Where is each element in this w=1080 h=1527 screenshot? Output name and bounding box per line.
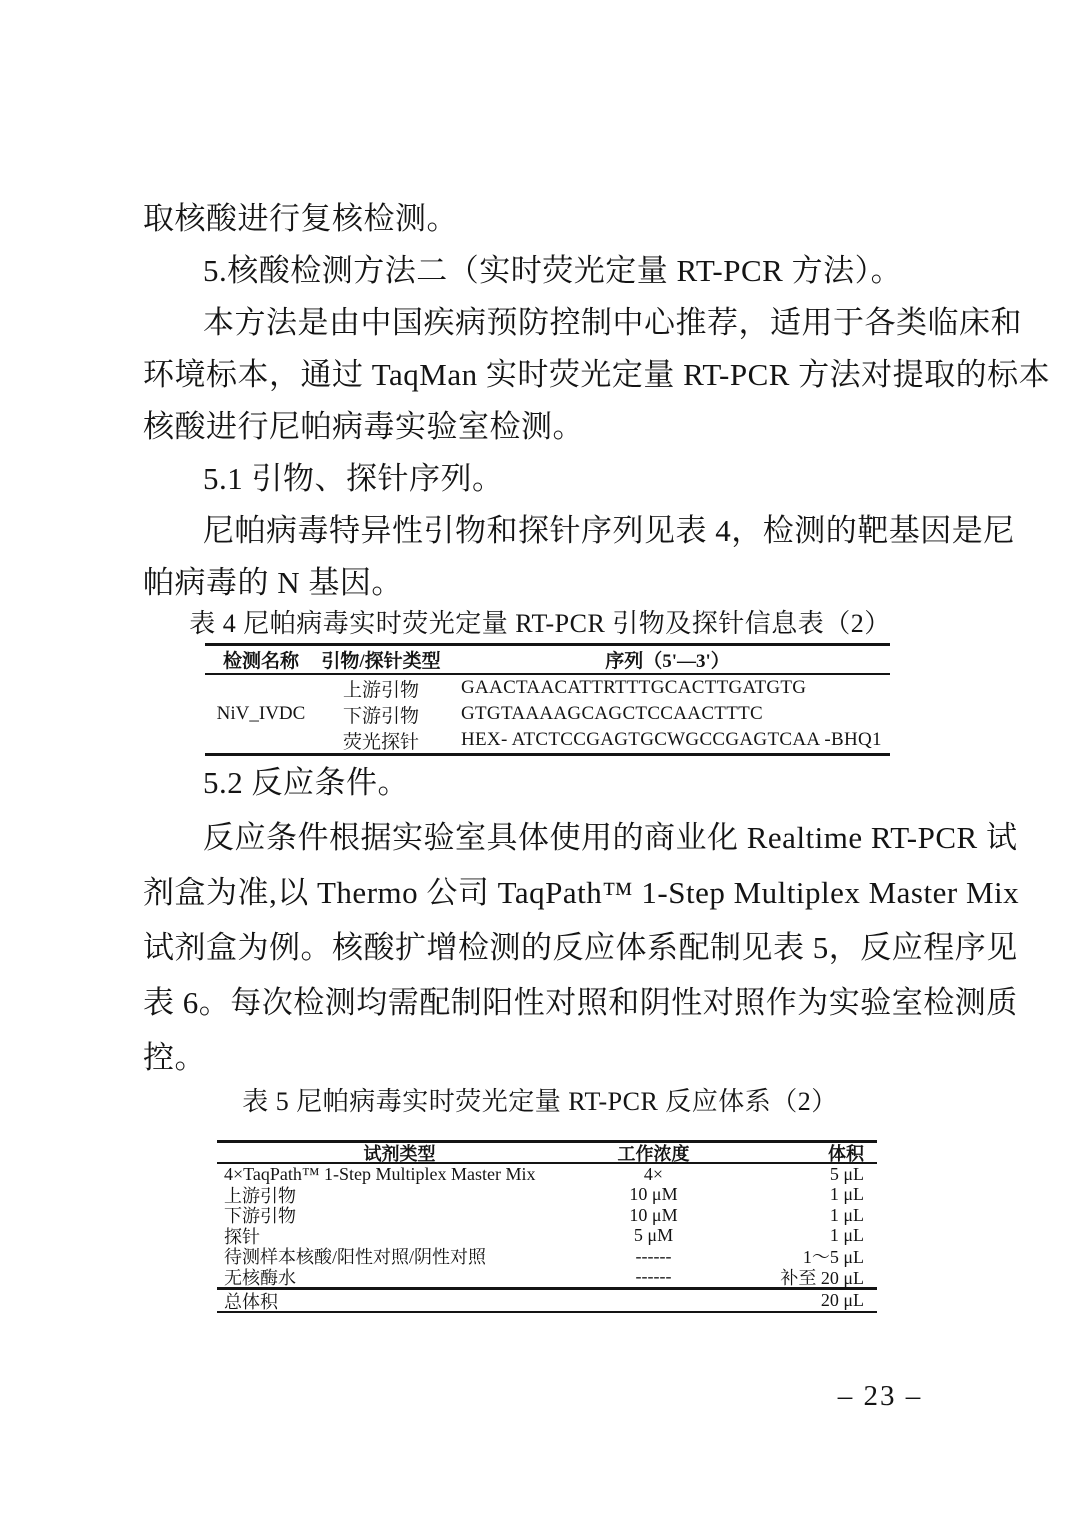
- table4-header-primer-type: 引物/探针类型: [321, 651, 441, 672]
- table4: [205, 643, 890, 756]
- paragraph-block-2: [143, 755, 1020, 1085]
- volume-cell: 1 μL: [829, 1184, 864, 1205]
- concentration-cell: 10 μM: [629, 1184, 678, 1205]
- text-line: 本方法是由中国疾病预防控制中心推荐，适用于各类临床和: [203, 305, 1022, 340]
- table-row: [217, 1267, 877, 1288]
- text-line: 环境标本，通过 TaqMan 实时荧光定量 RT-PCR 方法对提取的标本: [143, 357, 1051, 392]
- table-row: [317, 701, 890, 727]
- text-line: 核酸进行尼帕病毒实验室检测。: [143, 409, 584, 444]
- table5: [217, 1140, 877, 1313]
- text-line: 试剂盒为例。核酸扩增检测的反应体系配制见表 5，反应程序见: [143, 930, 1018, 965]
- table5-caption: 表 5 尼帕病毒实时荧光定量 RT-PCR 反应体系（2）: [242, 1087, 838, 1116]
- volume-cell: 1 μL: [829, 1225, 864, 1246]
- concentration-cell: 4×: [643, 1163, 664, 1184]
- table5-header-row: [217, 1143, 877, 1164]
- paragraph-block-1: [143, 193, 1051, 609]
- table4-header-detection-name: 检测名称: [222, 651, 299, 672]
- text-line: 剂盒为准,以 Thermo 公司 TaqPath™ 1-Step Multiplex Master Mix: [143, 875, 1020, 910]
- text-line: 5.2 反应条件。: [203, 765, 409, 800]
- text-line: 取核酸进行复核检测。: [143, 201, 458, 236]
- sequence-cell: GTGTAAAAGCAGCTCCAACTTTC: [461, 703, 763, 724]
- sequence-cell: GAACTAACATTRTTTGCACTTGATGTG: [461, 677, 807, 698]
- volume-cell: 5 μL: [829, 1163, 864, 1184]
- table5-header-reagent: 试剂类型: [363, 1143, 436, 1164]
- primer-type-cell: 下游引物: [342, 705, 419, 727]
- text-line: 5.核酸检测方法二（实时荧光定量 RT-PCR 方法）。: [203, 253, 903, 288]
- text-line: 尼帕病毒特异性引物和探针序列见表 4，检测的靶基因是尼: [203, 513, 1015, 548]
- volume-cell: 20 μL: [820, 1290, 864, 1310]
- concentration-cell: 10 μM: [629, 1204, 678, 1225]
- primer-type-cell: 荧光探针: [342, 731, 419, 753]
- text-line: 5.1 引物、探针序列。: [203, 461, 504, 496]
- reagent-cell: 总体积: [224, 1291, 278, 1312]
- concentration-cell: ------: [635, 1266, 672, 1287]
- reagent-cell: 无核酶水: [224, 1267, 296, 1288]
- primer-type-cell: 上游引物: [342, 679, 419, 701]
- text-line: 表 6。每次检测均需配制阳性对照和阴性对照作为实验室检测质: [143, 985, 1018, 1020]
- volume-cell: 1 μL: [829, 1204, 864, 1225]
- reagent-cell: 探针: [224, 1226, 260, 1247]
- table4-header-sequence: 序列（5'—3'）: [605, 651, 730, 672]
- table5-header-volume: 体积: [828, 1143, 864, 1164]
- volume-cell: 1～5 μL: [802, 1247, 864, 1268]
- table4-header-row: [205, 646, 890, 675]
- concentration-cell: 5 μM: [633, 1225, 674, 1246]
- reagent-cell: 上游引物: [224, 1185, 296, 1206]
- table-row: [317, 675, 890, 701]
- volume-cell: 补至 20 μL: [780, 1267, 864, 1288]
- table4-body: [205, 675, 890, 753]
- reagent-cell: 下游引物: [224, 1206, 296, 1227]
- table4-detection-name-cell: NiV_IVDC: [216, 703, 306, 724]
- table4-caption: 表 4 尼帕病毒实时荧光定量 RT-PCR 引物及探针信息表（2）: [189, 609, 891, 638]
- reagent-cell: 待测样本核酸/阳性对照/阴性对照: [224, 1247, 487, 1268]
- table-row: [317, 727, 890, 753]
- table5-total-row: [217, 1287, 877, 1311]
- text-line: 控。: [143, 1040, 206, 1075]
- page-number: – 23 –: [837, 1380, 923, 1412]
- table5-header-concentration: 工作浓度: [617, 1143, 690, 1164]
- concentration-cell: ------: [635, 1245, 672, 1266]
- sequence-cell: HEX- ATCTCCGAGTGCWGCCGAGTCAA -BHQ1: [461, 729, 882, 750]
- text-line: 反应条件根据实验室具体使用的商业化 Realtime RT-PCR 试: [203, 820, 1018, 855]
- text-line: 帕病毒的 N 基因。: [143, 565, 403, 600]
- reagent-cell: 4×TaqPath™ 1-Step Multiplex Master Mix: [224, 1163, 536, 1184]
